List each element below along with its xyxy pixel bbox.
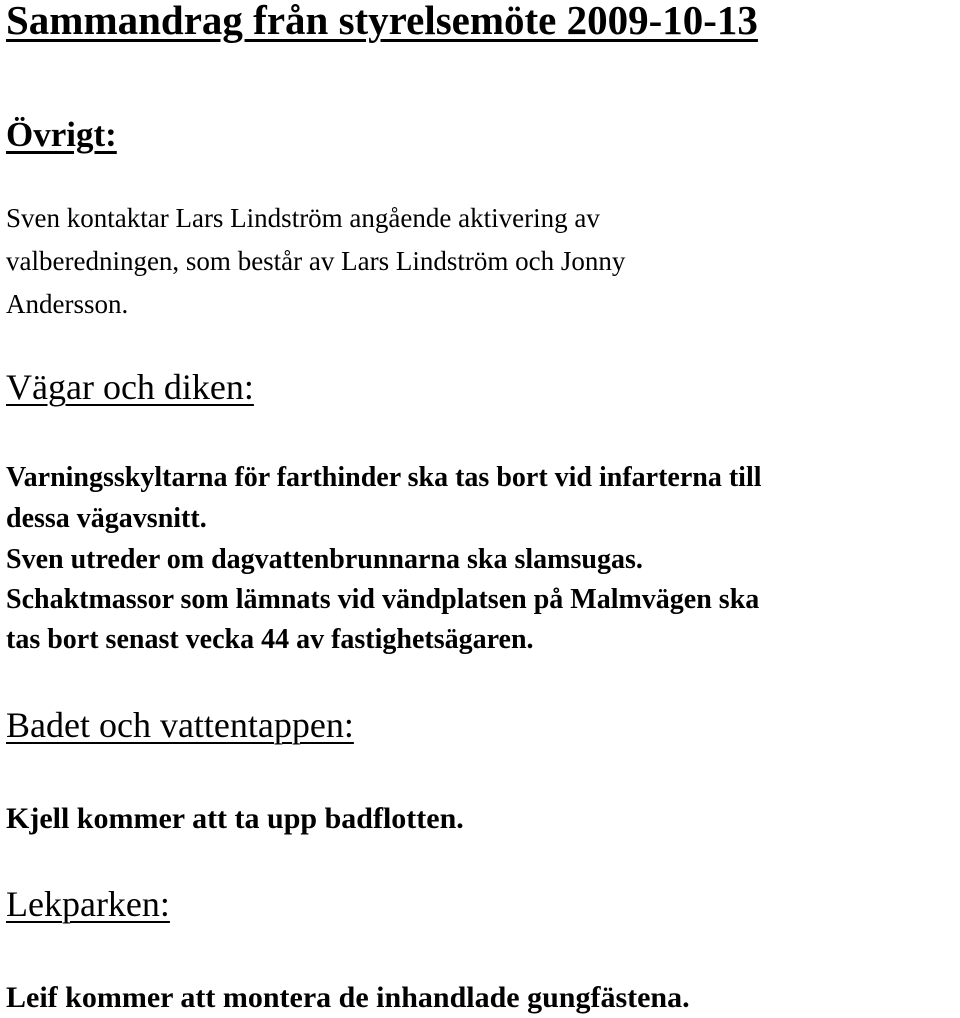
vagar-line-4: Schaktmassor som lämnats vid vändplatsen på Malmvägen ska [6, 584, 760, 615]
page-title: Sammandrag från styrelsemöte 2009-10-13 [6, 0, 758, 43]
vagar-line-5: tas bort senast vecka 44 av fastighetsägaren. [6, 624, 534, 655]
ovrigt-line-2: valberedningen, som består av Lars Lindström och Jonny [6, 246, 626, 276]
section-heading-vagar-och-diken: Vägar och diken: [6, 367, 254, 407]
section-heading-lekparken: Lekparken: [6, 884, 170, 924]
section-heading-ovrigt: Övrigt: [6, 115, 117, 154]
lekparken-line-1: Leif kommer att montera de inhandlade gungfästena. [6, 981, 690, 1014]
badet-line-1: Kjell kommer att ta upp badflotten. [6, 802, 464, 835]
ovrigt-line-3: Andersson. [6, 289, 129, 319]
vagar-line-3: Sven utreder om dagvattenbrunnarna ska slamsugas. [6, 544, 643, 575]
vagar-line-1: Varningsskyltarna för farthinder ska tas bort vid infarterna till [6, 462, 762, 493]
section-heading-badet-och-vattentappen: Badet och vattentappen: [6, 705, 354, 745]
ovrigt-line-1: Sven kontaktar Lars Lindström angående aktivering av [6, 203, 600, 233]
vagar-line-2: dessa vägavsnitt. [6, 503, 207, 534]
